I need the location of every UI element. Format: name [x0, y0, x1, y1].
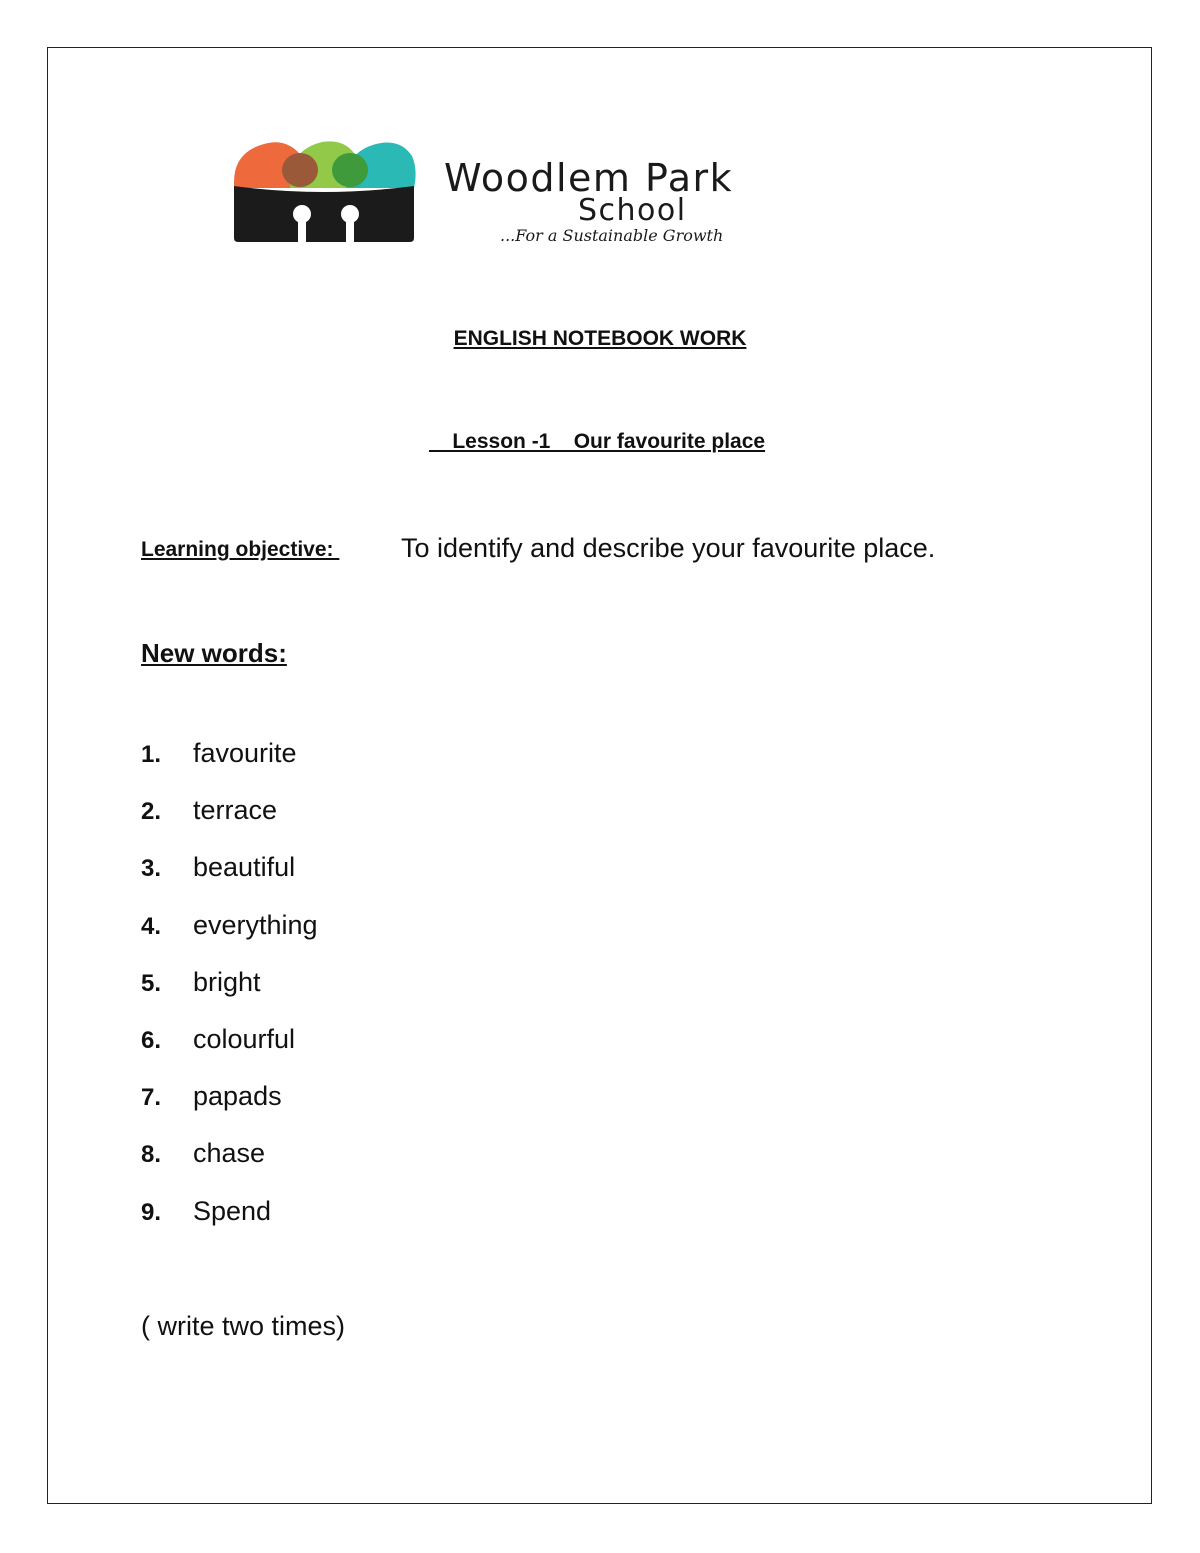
- list-item-number: 5.: [141, 969, 162, 997]
- list-item: [141, 910, 318, 967]
- list-item-number: 7.: [141, 1084, 162, 1112]
- list-item: [141, 1024, 318, 1081]
- list-item-number: 2.: [141, 798, 162, 826]
- list-item-word: bright: [193, 966, 261, 997]
- instruction-text: ( write two times): [141, 1311, 346, 1341]
- list-item-number: 3.: [141, 855, 162, 883]
- list-item: [141, 1081, 318, 1138]
- list-item-number: 1.: [141, 741, 162, 768]
- new-words-heading: New words:: [141, 638, 287, 668]
- list-item-word: papads: [193, 1081, 282, 1112]
- list-item: [141, 1138, 318, 1195]
- list-item: [141, 852, 318, 909]
- logo-school-name: Woodlem Park: [444, 156, 734, 200]
- list-item: [141, 967, 318, 1024]
- list-item-word: everything: [193, 909, 318, 940]
- school-logo: [232, 138, 902, 250]
- list-item-number: 9.: [141, 1198, 162, 1226]
- logo-mark-icon: [232, 138, 422, 246]
- list-item-word: terrace: [193, 795, 278, 826]
- list-item: [141, 738, 318, 795]
- list-item-word: colourful: [193, 1023, 296, 1054]
- objective-label: Learning objective:: [141, 538, 340, 561]
- page-title: ENGLISH NOTEBOOK WORK: [453, 327, 747, 350]
- logo-tagline: ...For a Sustainable Growth: [500, 226, 724, 245]
- list-item: [141, 795, 318, 852]
- list-item-word: Spend: [193, 1195, 272, 1226]
- list-item-word: chase: [193, 1138, 266, 1169]
- list-item-number: 6.: [141, 1026, 162, 1054]
- list-item-word: favourite: [193, 738, 297, 768]
- list-item-word: beautiful: [193, 852, 296, 883]
- logo-school-subtitle: School: [578, 193, 687, 228]
- list-item: [141, 1196, 318, 1253]
- list-item-number: 8.: [141, 1141, 162, 1169]
- word-list: [141, 738, 318, 1253]
- list-item-number: 4.: [141, 912, 162, 940]
- lesson-heading: Lesson -1 Our favourite place: [429, 430, 766, 453]
- objective-text: To identify and describe your favourite place.: [401, 533, 936, 563]
